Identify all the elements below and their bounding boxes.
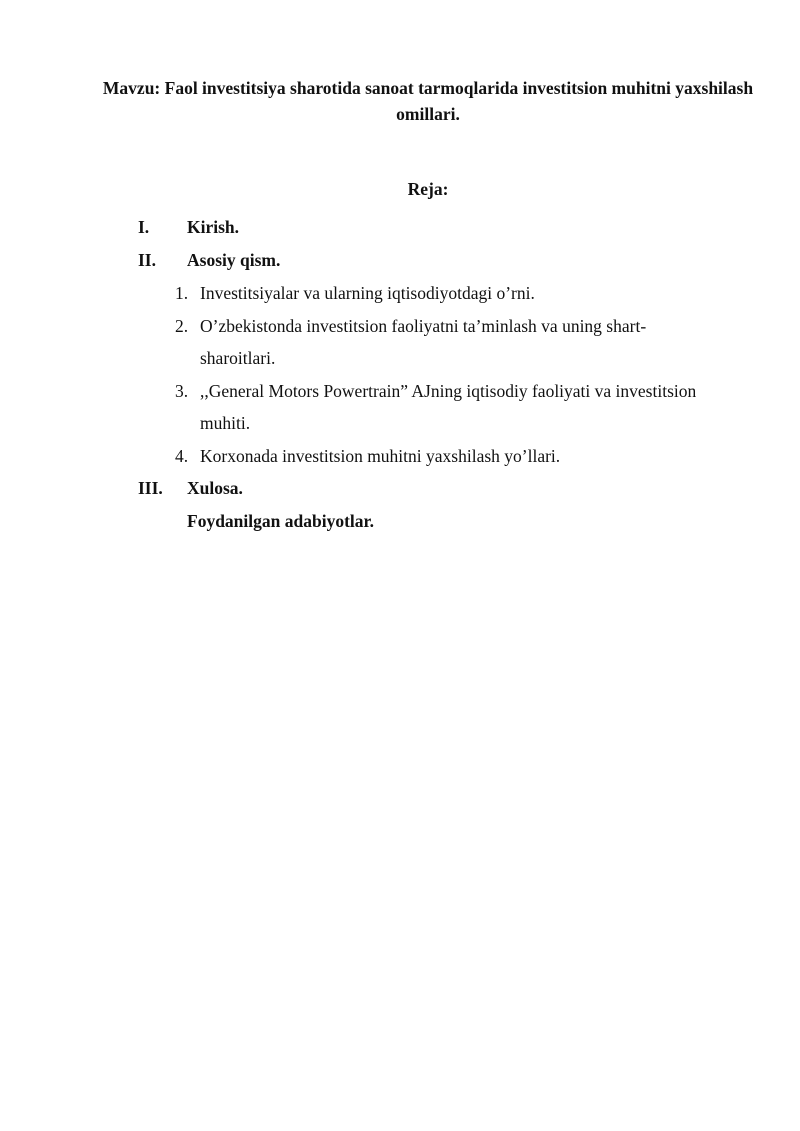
section-numeral-2: II. [138,250,156,270]
list-item-text: Korxonada investitsion muhitni yaxshilash yo’llari. [200,446,561,466]
plan-heading: Reja: [407,179,449,199]
list-item-text: O’zbekistonda investitsion faoliyatni ta’minlash va uning shart-sharoitlari. [200,316,647,368]
references-label: Foydanilgan adabiyotlar. [187,511,375,531]
section-label-main: Asosiy qism. [187,250,281,270]
list-item-number: 1. [175,283,189,303]
section-label-conclusion: Xulosa. [187,478,243,498]
list-item-number: 2. [175,316,189,336]
section-numeral-3: III. [138,478,163,498]
list-item-text: ,,General Motors Powertrain” AJning iqtisodiy faoliyati va investitsion muhiti. [200,381,697,433]
section-label-intro: Kirish. [187,217,240,237]
list-item-number: 4. [175,446,189,466]
list-item-number: 3. [175,381,189,401]
section-numeral-1: I. [138,217,150,237]
list-item-text: Investitsiyalar va ularning iqtisodiyotdagi o’rni. [200,283,535,303]
document-title: Mavzu: Faol investitsiya sharotida sanoat tarmoqlarida investitsion muhitni yaxshilash omillari. [102,78,754,124]
